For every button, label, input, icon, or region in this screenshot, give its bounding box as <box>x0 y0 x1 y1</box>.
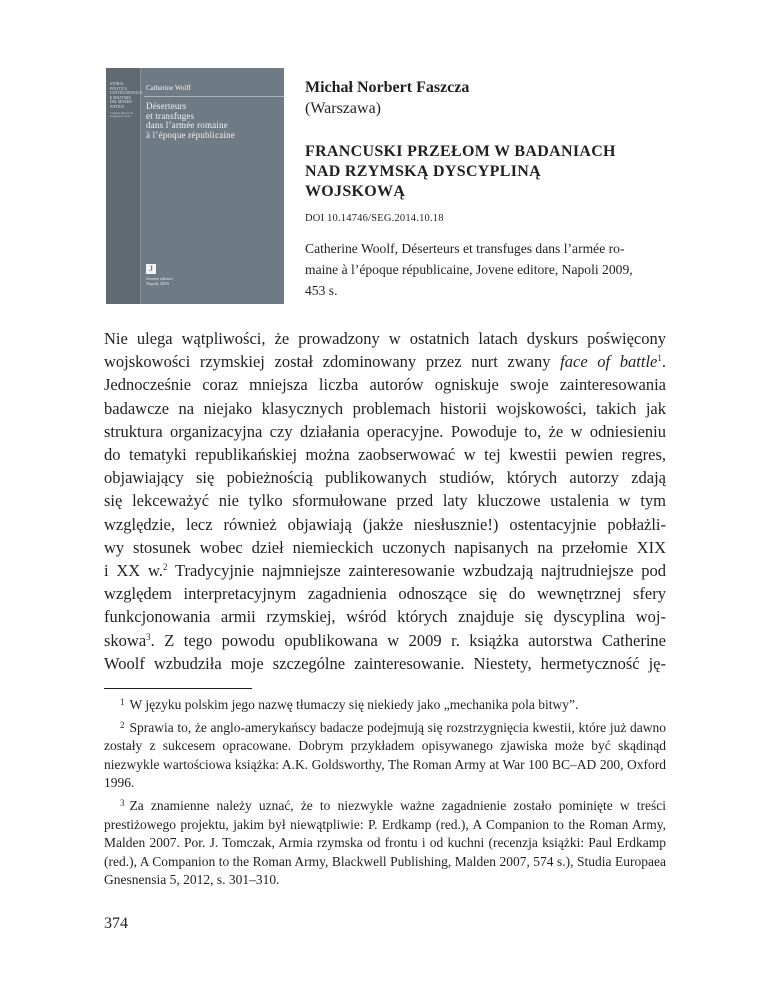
body-line: struktura organizacyjna czy działania operacyjne. Powoduje to, że w odniesieniu <box>104 421 666 441</box>
body-line: do tematyki republikańskiej można zaobserwować w tej kwestii pewien regres, <box>104 445 666 465</box>
body-line: Woolf wzbudziła moje szczególne zainteresowanie. Niestety, hermetyczność ję- <box>104 653 666 673</box>
cover-divider <box>144 96 284 97</box>
body-line: badawcze na niejako klasycznych problemach historii wojskowości, takich jak <box>104 398 666 418</box>
body-line: względem interpretacyjnym zagadnienia odnoszące się do wewnętrznej sfery <box>104 584 666 604</box>
body-line: się lekceważyć nie tylko sformułowane przed laty kluczowe ustalenia w tym <box>104 491 666 511</box>
body-line: i XX w.$^2$ Tradycyjnie najmniejsze zainteresowanie wzbudzają najtrudniejsze pod <box>104 561 666 581</box>
cover-title: Déserteurs et transfuges dans l’armée romaine à l’époque républicaine <box>146 101 236 140</box>
page-number: 374 <box>104 915 128 932</box>
cover-series: STORIA POLITICA COSTITUZIONALE E MILITARE DEL MONDO ANTICO Collana diretta da Gianpaolo Urso <box>110 82 143 119</box>
body-line: objawiający się pobieżnością publikowanych studiów, których autorzy zdają <box>104 468 666 488</box>
body-line: funkcjonowania armii rzymskiej, wśród których znajduje się dyscyplina woj- <box>104 607 666 627</box>
body-line: wojskowości rzymskiej został zdominowany przez nurt zwany face of battle$^1$. <box>104 352 666 372</box>
footnote: $^2$ Sprawia to, że anglo-amerykańscy badacze podejmują się rozstrzygnięcia kwestii, które już dawno zostały z sukcesem opracowane. Dobrym przykładem opisywanego zjawiska może być skądinąd niezwykle wartościowa książka: A.K. Goldsworthy, The Roman Army at War 100 BC–AD 200, Oxford 1996. <box>104 719 666 791</box>
body-paragraph <box>104 327 666 675</box>
book-cover-image <box>106 68 284 304</box>
body-line: Jednocześnie coraz mniejsza liczba autorów ogniskuje swoje zainteresowania <box>104 375 666 395</box>
term-italic: face of battle <box>560 352 658 372</box>
cover-publisher: Jovene editore Napoli 2009 <box>146 276 173 287</box>
footnote: $^3$ Za znamienne należy uznać, że to niezwykle ważne zagadnienie zostało pominięte w treści prestiżowego projektu, jakim był niewątpliwie: P. Erdkamp (red.), A Companion to the Roman Army, Malden 2007. Por. J. Tomczak, Armia rzymska od frontu i od kuchni (recenzja książki: Paul Erdkamp (red.), A Companion to the Roman Army, Blackwell Publishing, Malden 2007, 574 s.), Studia Europaea Gnesnensia 5, 2012, s. 301–310. <box>104 797 666 888</box>
footnote-ref: 3 <box>146 631 151 642</box>
footnote-divider <box>104 688 252 689</box>
footnote-ref: 2 <box>162 562 168 573</box>
footnote-ref: 1 <box>657 353 662 364</box>
footnote: $^1$ W języku polskim jego nazwę tłumaczy się niekiedy jako „mechanika pola bitwy”. <box>120 697 579 712</box>
footnotes <box>104 696 666 894</box>
body-line: względzie, lecz również objawiają (jakże niesłusznie!) ostentacyjnie pobłażli- <box>104 514 666 534</box>
body-line: wy stosunek wobec dzieł niemieckich uczonych napisanych na przełomie XIX <box>104 537 666 557</box>
article-author: Michał Norbert Faszcza <box>305 79 470 96</box>
article-title: FRANCUSKI PRZEŁOM W BADANIACH NAD RZYMSKĄ DYSCYPLINĄ WOJSKOWĄ <box>305 143 616 200</box>
author-affiliation: (Warszawa) <box>305 100 381 117</box>
doi: DOI 10.14746/SEG.2014.10.18 <box>305 213 444 224</box>
body-line: Nie ulega wątpliwości, że prowadzony w ostatnich latach dyskurs poświęcony <box>104 329 666 348</box>
reviewed-book-reference: Catherine Woolf, Déserteurs et transfuges dans l’armée ro- maine à l’époque républicaine, Jovene editore, Napoli 2009, 453 s. <box>305 241 633 298</box>
cover-author: Catherine Wolff <box>146 84 191 92</box>
publisher-logo-icon: J <box>146 264 156 274</box>
body-line: skowa$^3$. Z tego powodu opublikowana w 2009 r. książka autorstwa Catherine <box>104 630 666 650</box>
